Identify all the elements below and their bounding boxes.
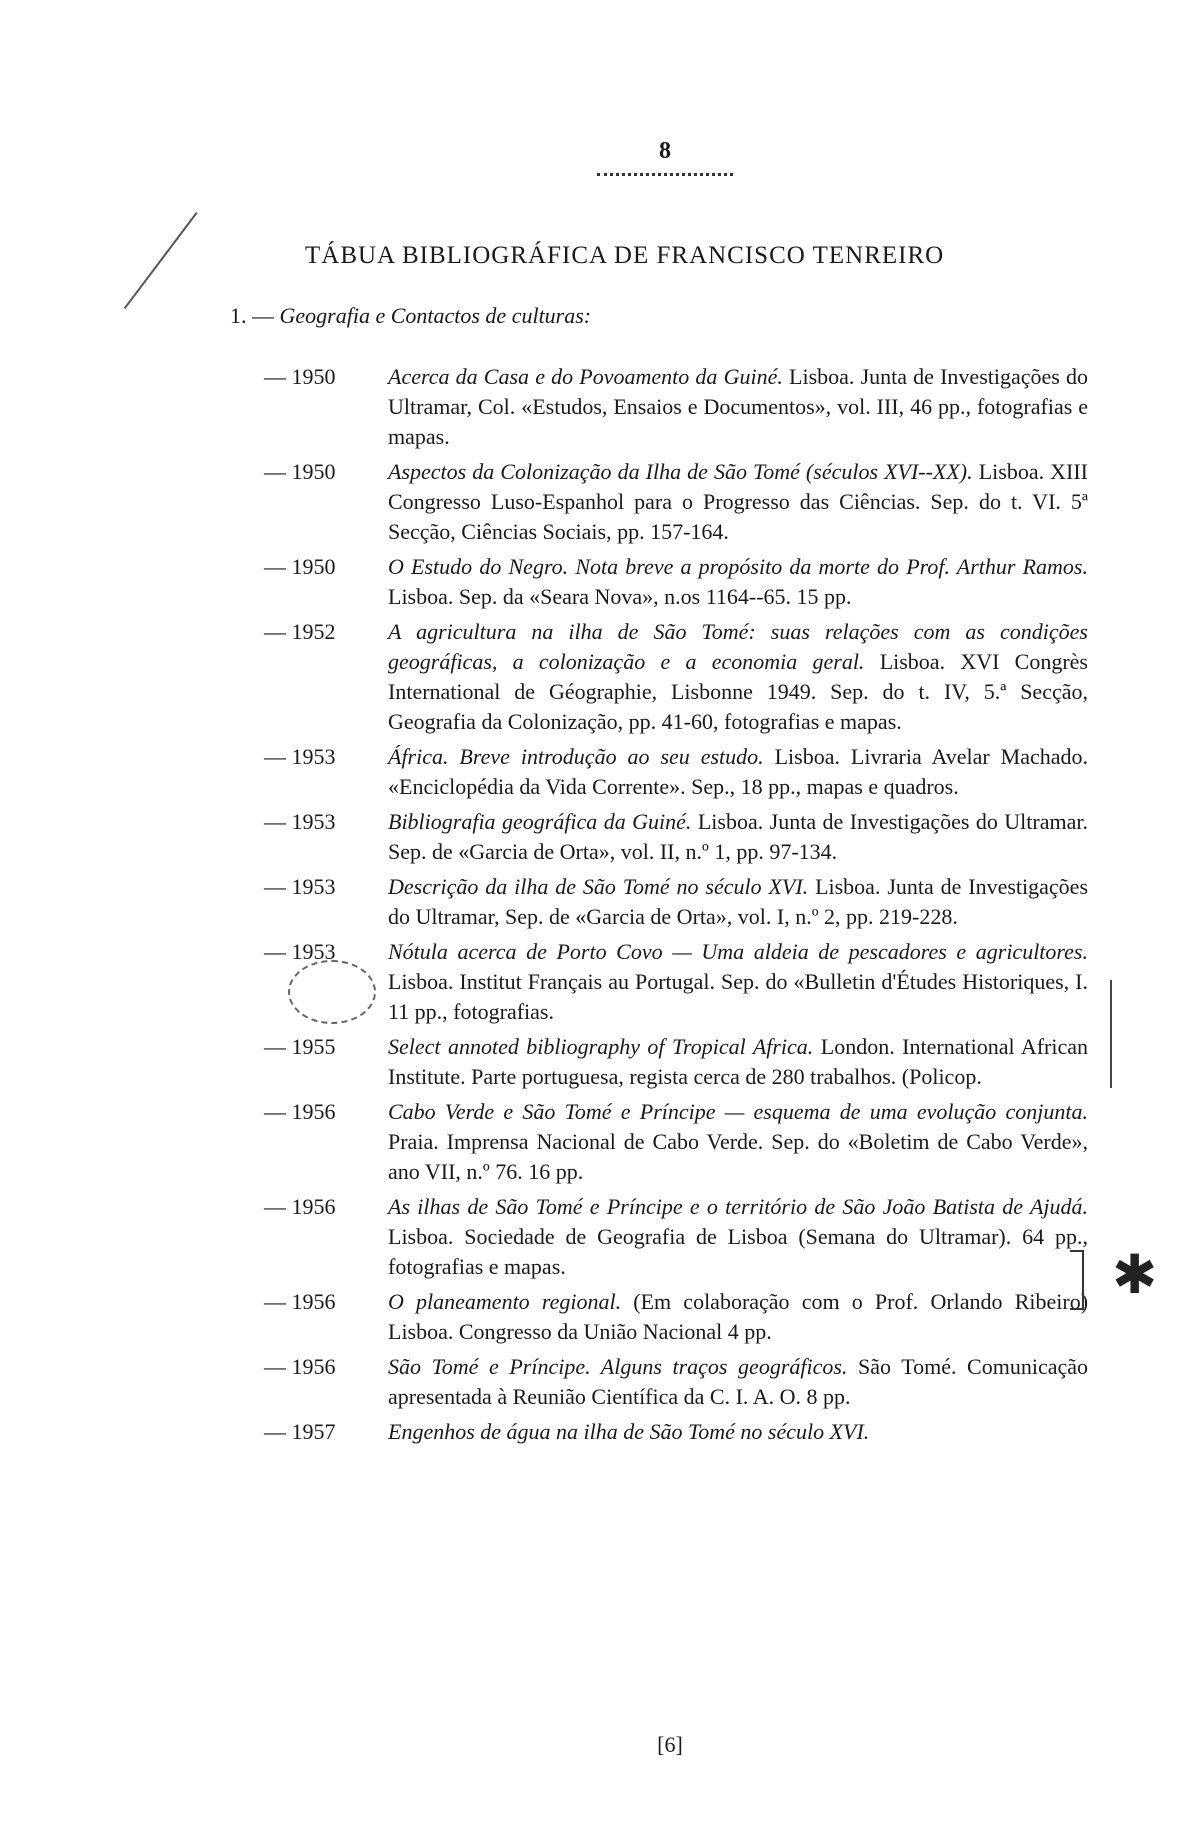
entry-text bbox=[388, 617, 1088, 737]
entry-title: A agricultura na ilha de São Tomé: suas relações com as condições geográficas, a colonização e a economia geral. bbox=[388, 619, 1088, 674]
entry-text bbox=[388, 742, 1088, 802]
section-title: Geografia e Contactos de culturas: bbox=[279, 303, 592, 328]
bibliography-entry bbox=[0, 937, 1184, 1027]
section-header bbox=[230, 303, 591, 329]
entry-text bbox=[388, 1287, 1088, 1347]
entry-year: — 1950 bbox=[264, 459, 336, 484]
entry-text bbox=[388, 1192, 1088, 1282]
entry-details: Lisboa. Sep. da «Seara Nova», n.os 1164--65. 15 pp. bbox=[388, 584, 852, 609]
footer-page-number: [6] bbox=[657, 1732, 683, 1757]
entry-title: São Tomé e Príncipe. Alguns traços geográficos. bbox=[388, 1354, 848, 1379]
entry-title: Acerca da Casa e do Povoamento da Guiné. bbox=[388, 364, 783, 389]
bibliography-entry bbox=[0, 457, 1184, 547]
bibliography-entry bbox=[0, 1192, 1184, 1282]
entry-details: Lisboa. Livraria Avelar Machado. «Enciclopédia da Vida Corrente». Sep., 18 pp., mapas e quadros. bbox=[388, 744, 1088, 799]
bibliography-entry bbox=[0, 742, 1184, 802]
entry-title: África. Breve introdução ao seu estudo. bbox=[388, 744, 764, 769]
entry-details: London. International African Institute. Parte portuguesa, regista cerca de 280 trabalhos. (Policop. bbox=[388, 1034, 1088, 1089]
entry-year: — 1956 bbox=[264, 1289, 336, 1314]
entry-title: O Estudo do Negro. Nota breve a propósito da morte do Prof. Arthur Ramos. bbox=[388, 554, 1088, 579]
entry-text bbox=[388, 1417, 1088, 1447]
entry-title: Aspectos da Colonização da Ilha de São Tomé (séculos XVI--XX). bbox=[388, 459, 973, 484]
entry-details: Lisboa. Junta de Investigações do Ultramar. Sep. de «Garcia de Orta», vol. II, n.º 1, pp. 97-134. bbox=[388, 809, 1088, 864]
entry-year: — 1953 bbox=[264, 809, 336, 834]
entry-year: — 1956 bbox=[264, 1354, 336, 1379]
entry-details: Praia. Imprensa Nacional de Cabo Verde. Sep. do «Boletim de Cabo Verde», ano VII, n.º 76. 16 pp. bbox=[388, 1129, 1088, 1184]
bibliography-entry bbox=[0, 1032, 1184, 1092]
entry-title: Engenhos de água na ilha de São Tomé no século XVI. bbox=[388, 1419, 870, 1444]
bibliography-entry bbox=[0, 617, 1184, 737]
entry-title: As ilhas de São Tomé e Príncipe e o território de São João Batista de Ajudá. bbox=[388, 1194, 1088, 1219]
entry-title: Nótula acerca de Porto Covo — Uma aldeia de pescadores e agricultores. bbox=[388, 939, 1088, 964]
bibliography-entry bbox=[0, 1352, 1184, 1412]
entry-year: — 1953 bbox=[264, 939, 336, 964]
handwritten-slash-mark bbox=[124, 212, 198, 309]
bibliography-entry bbox=[0, 552, 1184, 612]
entry-title: Bibliografia geográfica da Guiné. bbox=[388, 809, 692, 834]
entry-details: (Em colaboração com o Prof. Orlando Ribeiro) Lisboa. Congresso da União Nacional 4 pp. bbox=[388, 1289, 1089, 1344]
page-number-underline bbox=[597, 167, 733, 176]
handwritten-bracket-mark bbox=[1100, 980, 1112, 1088]
entry-year: — 1953 bbox=[264, 744, 336, 769]
entry-text bbox=[388, 937, 1088, 1027]
entry-text bbox=[388, 1097, 1088, 1187]
entry-text bbox=[388, 552, 1088, 612]
entry-details: Lisboa. XVI Congrès International de Géographie, Lisbonne 1949. Sep. do t. IV, 5.ª Secção, Geografia da Colonização, pp. 41-60, fotografias e mapas. bbox=[388, 649, 1088, 734]
entry-text bbox=[388, 1032, 1088, 1092]
entry-details: Lisboa. Institut Français au Portugal. Sep. do «Bulletin d'Études Historiques, I. 11 pp., fotografias. bbox=[388, 969, 1088, 1024]
entry-year: — 1956 bbox=[264, 1194, 336, 1219]
entry-details: Lisboa. Junta de Investigações do Ultramar, Sep. de «Garcia de Orta», vol. I, n.º 2, pp. 219-228. bbox=[388, 874, 1088, 929]
entry-title: Descrição da ilha de São Tomé no século XVI. bbox=[388, 874, 809, 899]
entry-year: — 1955 bbox=[264, 1034, 336, 1059]
bibliography-entry bbox=[0, 807, 1184, 867]
entry-details: Lisboa. XIII Congresso Luso-Espanhol para o Progresso das Ciências. Sep. do t. VI. 5ª Secção, Ciências Sociais, pp. 157-164. bbox=[388, 459, 1089, 544]
entry-year: — 1950 bbox=[264, 554, 336, 579]
entry-text bbox=[388, 362, 1088, 452]
entry-text bbox=[388, 872, 1088, 932]
bibliography-entry bbox=[0, 872, 1184, 932]
entry-year: — 1950 bbox=[264, 364, 336, 389]
bibliography-entry bbox=[0, 362, 1184, 452]
entry-text bbox=[388, 807, 1088, 867]
handwritten-bracket-mark bbox=[1070, 1250, 1084, 1310]
bibliography-entry bbox=[0, 1097, 1184, 1187]
page-heading: TÁBUA BIBLIOGRÁFICA DE FRANCISCO TENREIRO bbox=[305, 242, 945, 269]
bibliography-entry bbox=[0, 1417, 1184, 1447]
entry-year: — 1953 bbox=[264, 874, 336, 899]
entry-title: Select annoted bibliography of Tropical Africa. bbox=[388, 1034, 814, 1059]
entry-year: — 1957 bbox=[264, 1419, 336, 1444]
entry-title: O planeamento regional. bbox=[388, 1289, 622, 1314]
bibliography-entry bbox=[0, 1287, 1184, 1347]
handwritten-asterisk-icon: ✱ bbox=[1112, 1243, 1158, 1306]
entry-text bbox=[388, 457, 1088, 547]
entry-title: Cabo Verde e São Tomé e Príncipe — esquema de uma evolução conjunta. bbox=[388, 1099, 1088, 1124]
bibliography-list bbox=[0, 362, 1184, 1452]
entry-details: Lisboa. Sociedade de Geografia de Lisboa (Semana do Ultramar). 64 pp., fotografias e mapas. bbox=[388, 1224, 1088, 1279]
entry-year: — 1956 bbox=[264, 1099, 336, 1124]
section-number: 1. — bbox=[230, 303, 274, 328]
entry-text bbox=[388, 1352, 1088, 1412]
handwritten-circle-mark bbox=[288, 960, 376, 1024]
entry-details: São Tomé. Comunicação apresentada à Reunião Científica da C. I. A. O. 8 pp. bbox=[388, 1354, 1089, 1409]
page-number: 8 bbox=[659, 138, 671, 164]
entry-details: Lisboa. Junta de Investigações do Ultramar, Col. «Estudos, Ensaios e Documentos», vol. III, 46 pp., fotografias e mapas. bbox=[388, 364, 1088, 449]
entry-year: — 1952 bbox=[264, 619, 336, 644]
